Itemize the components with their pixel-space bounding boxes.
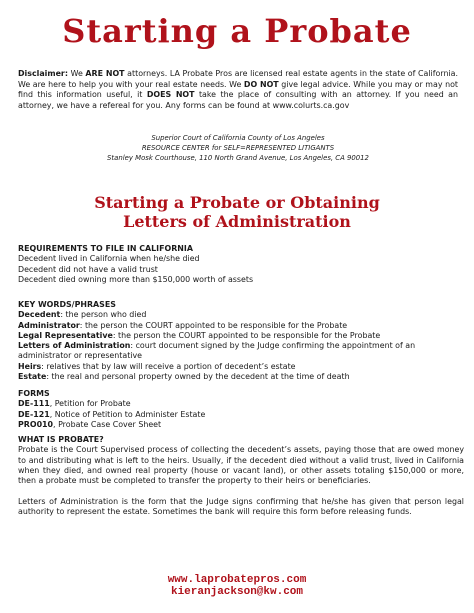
form-item xyxy=(18,410,464,420)
keyword-definition: administrator or representative xyxy=(18,351,143,361)
form-code: PRO010 xyxy=(18,419,54,429)
court-info xyxy=(18,133,458,163)
keyword-row xyxy=(18,321,464,331)
keyword-definition: : the person who died xyxy=(60,310,147,320)
form-description: , Probate Case Cover Sheet xyxy=(53,419,162,429)
keyword-definition: : court document signed by the Judge confirming the appointment of an xyxy=(130,341,416,351)
keyword-term: Letters of Administration xyxy=(18,341,131,351)
court-line-1: Superior Court of California County of Los Angeles xyxy=(151,134,325,142)
keyword-row xyxy=(18,362,464,372)
forms-section xyxy=(18,389,464,430)
section-title-line-1: Starting a Probate or Obtaining xyxy=(94,193,380,212)
keyword-definition: : relatives that by law will receive a portion of decedent’s estate xyxy=(41,361,296,371)
keyword-definition: : the person the COURT appointed to be responsible for the Probate xyxy=(112,330,381,340)
keyword-term: Legal Representative xyxy=(18,330,113,340)
section-title xyxy=(0,193,474,231)
keywords-section xyxy=(18,300,464,382)
keyword-row xyxy=(18,310,464,320)
form-description: , Notice of Petition to Administer Estate xyxy=(49,409,206,419)
disclaimer-emphasis-2: DO NOT xyxy=(243,79,279,89)
what-is-probate-heading: WHAT IS PROBATE? xyxy=(18,435,104,444)
website-link[interactable]: www.laprobatepros.com xyxy=(167,574,307,586)
disclaimer-emphasis-1: ARE NOT xyxy=(85,69,125,78)
disclaimer-text-1: We xyxy=(67,69,86,78)
keyword-row xyxy=(18,372,464,382)
keyword-row xyxy=(18,341,464,351)
keyword-definition: : the real and personal property owned by the decedent at the time of death xyxy=(46,372,350,382)
keyword-row xyxy=(18,331,464,341)
form-item xyxy=(18,399,464,409)
what-is-probate-section xyxy=(18,435,464,486)
page-title: Starting a Probate xyxy=(62,12,412,50)
what-is-probate-paragraph: Probate is the Court Supervised process of collecting the decedent’s assets, paying those that are owed money to and distributing what is left to the heirs. Usually, if the decedent died without a valid trust, lived in California when they died, and owned real property (house or vacant land), or other assets totaling $150,000 or more, then a probate must be completed to transfer the property to their heirs or beneficiaries. xyxy=(18,445,464,486)
forms-heading: FORMS xyxy=(18,389,50,398)
keyword-term: Administrator xyxy=(18,320,80,330)
requirement-item: Decedent died owning more than $150,000 worth of assets xyxy=(18,274,254,284)
section-title-line-2: Letters of Administration xyxy=(123,212,351,231)
disclaimer-text-3: give legal advice. While you may or may not find this information useful, it xyxy=(18,79,458,100)
form-code: DE-121 xyxy=(18,409,50,419)
court-line-3: Stanley Mosk Courthouse, 110 North Grand Avenue, Los Angeles, CA 90012 xyxy=(107,154,369,162)
keyword-term: Heirs xyxy=(18,361,42,371)
form-description: , Petition for Probate xyxy=(49,399,131,409)
form-code: DE-111 xyxy=(18,399,50,409)
keyword-term: Decedent xyxy=(18,310,61,320)
requirement-item: Decedent lived in California when he/she died xyxy=(18,254,200,264)
requirement-item: Decedent did not have a valid trust xyxy=(18,264,158,274)
requirements-heading: REQUIREMENTS TO FILE IN CALIFORNIA xyxy=(18,244,193,253)
disclaimer-label: Disclaimer: xyxy=(18,69,68,78)
email-link[interactable]: kieranjackson@kw.com xyxy=(170,586,304,598)
form-item xyxy=(18,420,464,430)
requirements-section xyxy=(18,244,464,285)
keyword-row xyxy=(18,351,464,361)
disclaimer-text-4: take the place of consulting with an attorney. If you need an attorney, we have a refereal for you. Any forms can be found at www.colurts.ca.gov xyxy=(18,90,458,110)
disclaimer xyxy=(18,69,458,111)
letters-paragraph: Letters of Administration is the form that the Judge signs confirming that he/she has given that person legal authority to represent the estate. Sometimes the bank will require this form before releasing funds. xyxy=(18,497,464,517)
keyword-term: Estate xyxy=(18,372,47,382)
court-line-2: RESOURCE CENTER for SELF=REPRESENTED LITIGANTS xyxy=(141,144,335,152)
disclaimer-text-2: attorneys. LA Probate Pros are licensed real estate agents in the state of California. We are here to help you with your real estate needs. We xyxy=(18,69,459,89)
footer-contact xyxy=(0,574,474,598)
disclaimer-emphasis-3: DOES NOT xyxy=(146,90,195,100)
keywords-heading: KEY WORDS/PHRASES xyxy=(18,300,116,309)
keyword-definition: : the person the COURT appointed to be responsible for the Probate xyxy=(79,320,348,330)
letters-section xyxy=(18,497,464,518)
